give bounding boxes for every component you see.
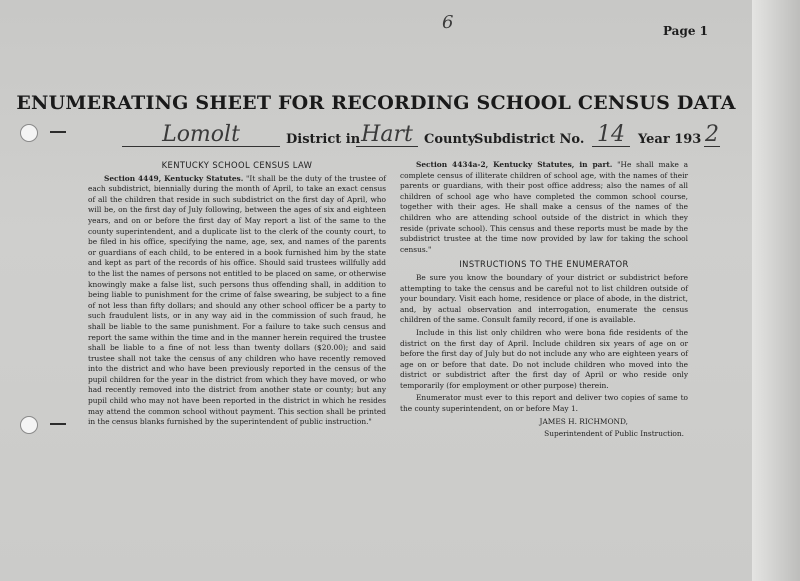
signature-name: JAMES H. RICHMOND,: [539, 416, 628, 426]
instructions-column: [400, 160, 688, 442]
binder-hole-bottom: [20, 416, 38, 434]
section-4449-label: Section 4449, Kentucky Statutes.: [104, 173, 244, 183]
instructions-heading: INSTRUCTIONS TO THE ENUMERATOR: [459, 259, 629, 270]
instruction-residents: Include in this list only children who were bona fide residents of the district on the first day of April. Include children six years of age on or before the first day of July but do not include any who are eighteen years of age on or before that date. Do not include children who moved into the district or subdistrict after the first day of April or who reside only temporarily (for employment or other purpose) therein.: [400, 327, 688, 390]
district-name-field[interactable]: Lomolt: [122, 124, 280, 147]
section-4434-label: Section 4434a-2, Kentucky Statutes, in part.: [416, 160, 613, 169]
subdistrict-label: Subdistrict No.: [474, 132, 585, 147]
census-law-column: [88, 160, 386, 430]
binder-mark-top: [50, 131, 66, 133]
instruction-delivery: Enumerator must ever to this report and deliver two copies of same to the county superintendent, on or before May 1.: [400, 393, 688, 414]
census-law-heading: KENTUCKY SCHOOL CENSUS LAW: [161, 160, 313, 170]
section-4449-text: "It shall be the duty of the trustee of each subdistrict, biennially during the month of April, to take an exact census of all the children that reside in such subdistrict on the first day of April, who will be, on the first day of July following, between the ages of six and eighteen years, and on or before the first day of May report a list of the same to the county superintendent, and a duplicate list to the clerk of the county court, to be filed in his office, specifying the name, age, sex, and names of the parents or guardians of each child, to be entered in a book furnished him by the state and kept as part of the records of his office. Should said trustees willfully add to the list the names of persons not entitled to be placed on same, or otherwise knowingly make a false list, such persons thus offending shall, in addition to being liable to punishment for the crime of false swearing, be subject to a fine of not less than fifty dollars; and should any other school officer be a party to such fraudulent lists, or in any way aid in the commission of such fraud, he shall be liable to the same punishment. For a failure to take such census and report the same within the time and in the manner herein required the trustee shall be liable to a fine of not less than twenty dollars ($20.00); and said trustee shall not take the census of any children who have recently removed into the district and who have been previously reported in the census of the pupil children for the year in the district from which they have moved, or who had recently removed into the district from another state or county; but any pupil child who may not have been reported in the district in which he resides may attend the common school without payment. This section shall be printed in the census blanks furnished by the superintendent of public instruction.": [88, 173, 386, 427]
section-4434-text: "He shall make a complete census of illiterate children of school age, with the names of their parents or guardians, with their post office address; also the names of all children of school age who have completed the common school course, together with their ages. He shall make a census of the names of the children who are attending school outside of the district in which they reside (private school). This census and these reports must be made by the subdistrict trustee at the time now provided by law for taking the school census.": [400, 160, 688, 254]
page-edge: [752, 0, 800, 581]
county-name-field[interactable]: Hart: [356, 124, 418, 147]
subdistrict-number-field[interactable]: 14: [592, 124, 630, 147]
year-digit-field[interactable]: 2: [705, 122, 719, 147]
instruction-boundary: Be sure you know the boundary of your district or subdistrict before attempting to take the census and be careful not to list children outside of your boundary. Visit each home, residence or place of abode, in the district, and, by actual observation and interrogation, enumerate the census children of the same. Consult family record, if one is available.: [400, 272, 688, 325]
district-label: District in: [286, 132, 361, 147]
signature-title: Superintendent of Public Instruction.: [544, 429, 684, 439]
binder-mark-bottom: [50, 423, 66, 425]
page-title: ENUMERATING SHEET FOR RECORDING SCHOOL CENSUS DATA: [16, 92, 736, 114]
page-label: Page 1: [662, 24, 708, 38]
binder-hole-top: [20, 124, 38, 142]
county-label: County.: [424, 132, 479, 147]
census-info-row: [122, 124, 722, 150]
handwritten-page-number: 6: [442, 12, 454, 33]
year-label: Year 193: [638, 132, 702, 147]
